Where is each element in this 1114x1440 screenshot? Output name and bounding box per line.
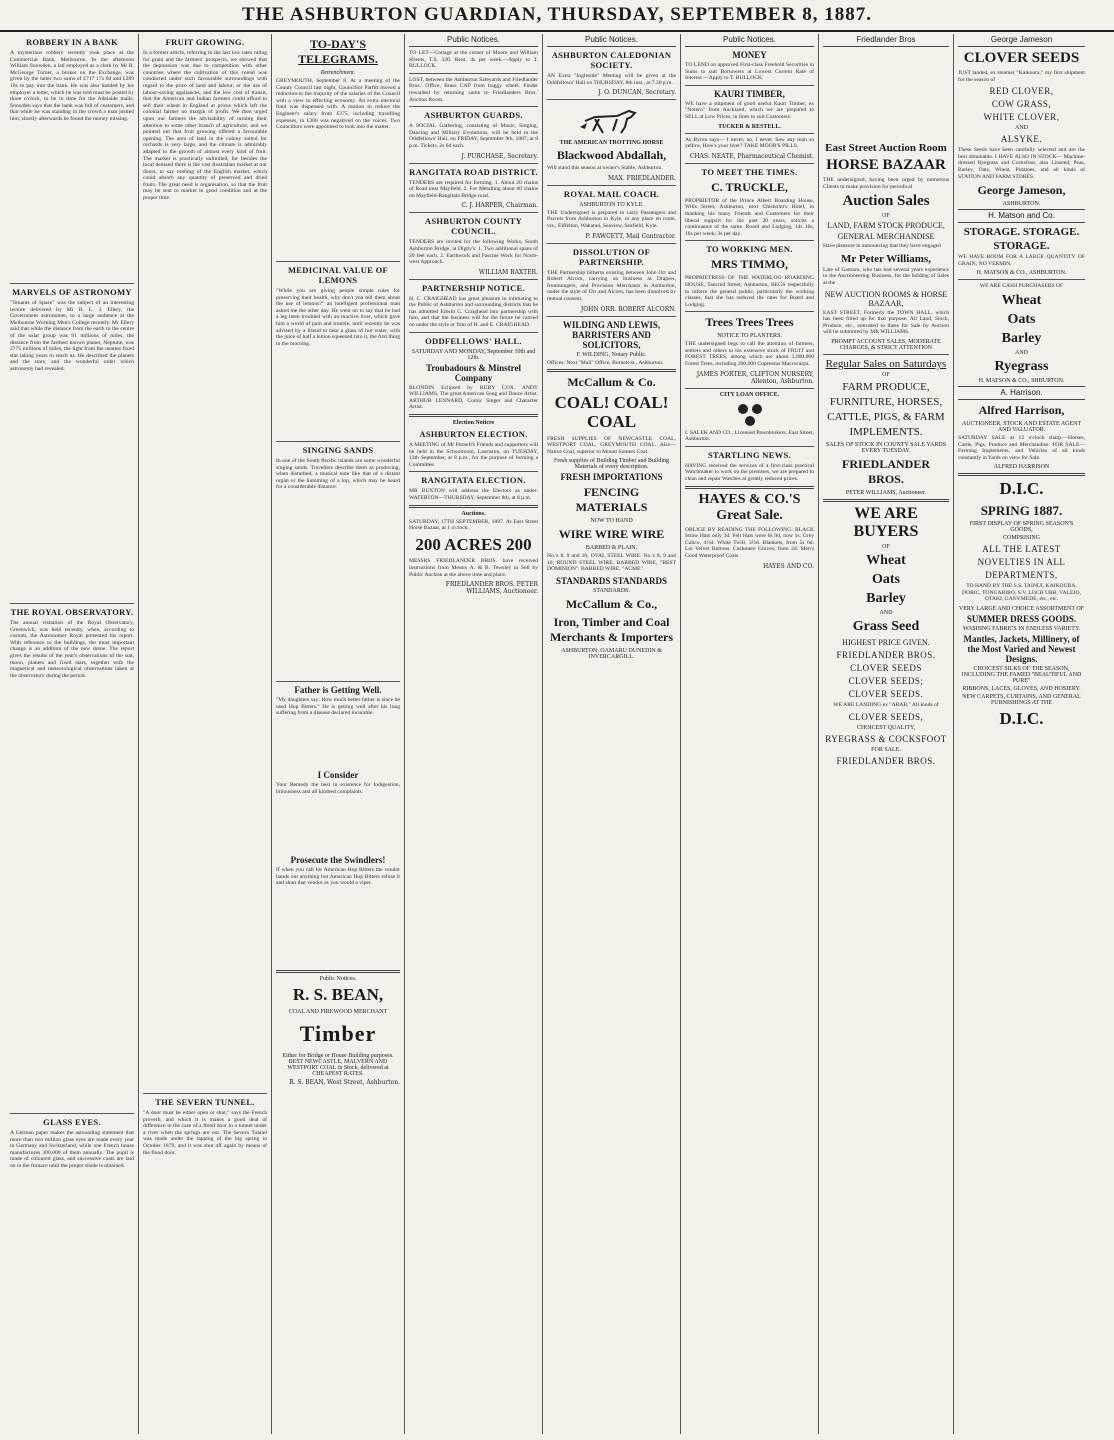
notice-signature: FRIEDLANDER BROS. PETER WILLIAMS, Auctioneer.: [445, 581, 538, 596]
notice-heading: RANGITATA ROAD DISTRICT.: [409, 166, 538, 177]
column-header: Public Notices.: [685, 34, 814, 47]
notice-body: FRESH SUPPLIES OF NEWCASTLE COAL, WESTPORT COAL, GREYMOUTH COAL. Also—Native Coal, superior to Mount Somers Coal.: [547, 435, 676, 455]
notice-body: WE have a shipment of good useful Kauri Timber, ex "Notero" from Auckland, which we are prepared to SELL at Low Prices, in lines to suit Customers.: [685, 100, 814, 120]
clover-line: CLOVER SEEDS;: [848, 675, 924, 686]
notice-heading: ASHBURTON ELECTION.: [419, 429, 528, 440]
ad-heading: Prosecute the Swindlers!: [290, 855, 386, 865]
notice-body: TO LET—Cottage at the corner of Moore and William Streets, T.S. 330. Rent, 4s per week.—Apply to T. BULLOCK.: [409, 50, 538, 70]
notice-subhead: WASHING FABRICS IN ENDLESS VARIETY.: [962, 625, 1081, 632]
notice-dates: SATURDAY AND MONDAY, September 10th and 12th.: [411, 348, 536, 361]
notice-subhead: HIGHEST PRICE GIVEN.: [842, 637, 930, 647]
notice-body: THE undersigned, having been urged by numerous Clients to make provision for periodical: [823, 177, 949, 190]
bean-trade: COAL AND FIREWOOD MERCHANT: [288, 1008, 388, 1015]
divider: [409, 212, 538, 213]
merchants-heading: Iron, Timber and Coal Merchants & Importers: [549, 615, 674, 645]
article-heading: MEDICINAL VALUE OF LEMONS: [287, 265, 389, 285]
buyers-heading: WE ARE BUYERS: [853, 504, 919, 540]
notice-subhead: FOR SALE.: [871, 746, 901, 753]
article-body: "Tenants of Space" was the subject of an interesting lecture delivered by Mr R. L. J. Ellery, the Government astronomer, to a large audience at the Melbourne Working Men's College recently. Mr Ellery said that while the distance from the earth to the centre of the solar group was 91 millions of miles, the distance from the farthest known planet, Neptune, was 2775 millions of miles, the light from the nearest fixed star taking years to reach us. He described the planets and the stars, and the wonderful order which astronomy had revealed.: [10, 300, 134, 372]
grain-item: Grass Seed: [852, 618, 920, 634]
notice-body: HAVING received the services of a first-class practical Watchmaker to work on the premises, we are prepared to clean and repair Watches at greatly reduced prices.: [685, 462, 814, 483]
notice-heading: ODDFELLOWS' HALL.: [425, 335, 522, 346]
column-header: George Jameson: [958, 34, 1085, 47]
notice-signature: PETER WILLIAMS, Auctioneer.: [845, 489, 927, 496]
notice-subhead: RIBBONS, LACES, GLOVES, AND HOSIERY.: [962, 685, 1081, 692]
trotting-horse-icon: [577, 103, 647, 137]
divider: [409, 106, 538, 107]
solicitors-heading: WILDING AND LEWIS, BARRISTERS AND SOLICITORS,: [562, 319, 661, 350]
bean-name: R. S. BEAN,: [292, 985, 384, 1004]
divider: [685, 163, 814, 164]
horse-illustration: [547, 103, 676, 137]
notice-body: PROPRIETRESS OF THE WATERLOO BOARDING HOUSE, Tancred Street, Ashburton, BEGS respectfully to inform the general public, particularly the working classes, that she has reduced the rates for Board and Lodging.: [685, 275, 814, 308]
notice-signature: H. MATSON & CO., ASHBURTON.: [976, 270, 1067, 277]
notice-subhead: BARBED & PLAIN.: [585, 545, 638, 552]
notice-signature: P. FAWCETT, Mail Contractor.: [585, 232, 676, 240]
notice-body: WE ARE LANDING ex "ARAB," All kinds of: [833, 701, 939, 708]
divider: [547, 185, 676, 186]
divider: [409, 332, 538, 333]
column-4: [405, 34, 543, 1434]
clover-seeds-heading: CLOVER SEEDS: [963, 50, 1080, 66]
column-2: [139, 34, 272, 1434]
notice-body: JUST landed, ex steamer "Kaikoura," my first shipment for the season of: [958, 70, 1085, 83]
notice-subhead: AUCTIONEER, STOCK AND ESTATE AGENT AND VALUATOR.: [961, 420, 1082, 433]
notice-subhead: NOTICE TO PLANTERS.: [717, 333, 782, 340]
connector-word: AND: [1015, 349, 1028, 356]
notice-heading: ROYAL MAIL COACH.: [563, 188, 660, 199]
notice-body: As Byron says— I never, no, I never, Saw any man so yellow, How's your liver? TAKE MOOR'S PILLS.: [685, 136, 814, 150]
article-body: "A door must be either open or shut," says the French proverb, and which it is makes a good deal of difference in the case of a flood door in a tunnel under a river when the springs are out. The Severn Tunnel was made under the tapping of the big spring in October 1879, and it was shut off again by means of the flood door.: [143, 1110, 267, 1156]
notice-subhead: GENERAL MERCHANDISE: [837, 232, 935, 242]
notice-body: H. C. CRAIGHEAD has great pleasure in intimating to the Public of Ashburton and surrounding districts that he has admitted Edwin C. Craighead into partnership with him, and that the business will for the future be carried on under the style or firm of H. and E. CRAIGHEAD.: [409, 295, 538, 329]
pawnbroker-sign: [685, 401, 814, 427]
divider: [547, 316, 676, 317]
connector-word: COMPRISING: [1002, 535, 1040, 541]
notice-subhead: CHOICEST QUALITY,: [856, 724, 916, 731]
notice-body: PROPRIETOR of the Prince Albert Boarding House, Wills Street, Ashburton, next Chisholm's Hotel, in thanking his many Friends and Customers for their liberal support for the past 20 years, solicits a continuance of the same. Board and Lodging, 14s 16s, 18s per week; 3s per day.: [685, 197, 814, 237]
notice-body: BLONDIN Eclipsed by RUBY COX. ANDY WILLIAMS, The great American Song and Dance Artist. ARTHUR LENNARD, Comic Singer and Character Artist.: [409, 384, 538, 411]
friedlander-heading: FRIEDLANDER BROS.: [841, 456, 930, 486]
notice-body: THE Partnership hitherto existing between John Orr and Robert Alcorn, carrying on business as Drapers, Ironmongers, and Provision Merchants in Ashburton, under the style of Orr and Alcorn, has been dissolved by mutual consent.: [547, 269, 676, 302]
columns: [6, 34, 1108, 1434]
notice-body: I. SALEK AND CO., Licensed Pawnbrokers, East Street, Ashburton.: [685, 429, 814, 443]
latest-heading: ALL THE LATEST: [982, 544, 1061, 554]
notice-signature: JAMES PORTER, CLIFTON NURSERY, Allenton, Ashburton.: [696, 370, 814, 385]
ad-body: "My daughters say: How much better father is since he used Hop Bitters." He is getting well after his long suffering from a disease declared incurable.: [276, 697, 400, 717]
article-body: In one of the South Pacific islands are some wonderful singing sands. Travellers describe them as producing, when disturbed, a musical note like that of a distant organ or the humming of a top, which may be heard for a considerable distance.: [276, 458, 400, 491]
notice-heading: ASHBURTON COUNTY COUNCIL.: [424, 216, 523, 237]
notice-body: THE undersigned begs to call the attention of farmers, settlers and others to his extensive stock of FRUIT and FOREST TREES, among which are about 3,000,000 Forest Trees, including 200,000 Cupressus Macrocarpa.: [685, 341, 814, 368]
telegram-body: GREYMOUTH, September 8. At a meeting of the County Council last night, Councillor Parfitt moved a reduction to the majority of the salaries of the Council with a view to effecting economy. An extra electoral fund was dispensed with. A motion to reduce the Engineer's salary from £375, including travelling expenses, to £300 was negatived on the voices. Two Councillors were appointed to look into the matter.: [276, 78, 400, 131]
seed-item: WHITE CLOVER,: [983, 112, 1060, 123]
notice-body: Have pleasure in announcing that they have engaged: [823, 243, 941, 250]
storage-heading: STORAGE.: [993, 240, 1050, 253]
article-heading: THE SEVERN TUNNEL.: [155, 1097, 255, 1107]
clover-line: CLOVER SEEDS: [850, 662, 922, 673]
article-body: In a former article, referring to the last low rates ruling for grain and the farmers' prospects, we showed that the depression was due to competition with other countries where the cultivation of this cereal was conducted under such favourable surroundings with regard to the price of land and labour, or the use of labour-saving appliances, and the low cost of transit, that the American and Indian farmers could afford to sell their wheat in England at prices which left the colonial farmer no margin of profit. We then urged upon our farmers the advisability of turning their attention to some other branch of agriculture, and we pointed out that fruit growing offered a favourable opening. The area of land in the colony suited for orchards is very large, and the climate is admirably adapted to the growth of almost every kind of fruit. The market is practically unlimited, for besides the local demand there is the vast Australian market at our doors, to say nothing of the English market, which could absorb any quantity of preserved and dried fruits. The great need is organisation, so that the fruit may be sent to market in good condition and at the proper time.: [143, 50, 267, 202]
article-heading: FRUIT GROWING.: [165, 37, 245, 47]
divider: [409, 73, 538, 74]
ad-body: If when you call for American Hop Bitters the vendor hands out anything but American Hop Bitters refuse it and shun that vendor as you would a viper.: [276, 867, 400, 887]
coal-heading: COAL! COAL! COAL: [554, 393, 669, 431]
notice-heading: TO MEET THE TIMES.: [701, 166, 798, 177]
ad-heading: Father is Getting Well.: [294, 685, 382, 695]
divider: [10, 603, 134, 604]
grain-item: Oats: [872, 571, 900, 587]
spring-heading: SPRING 1887.: [980, 503, 1063, 518]
notice-body: TO HAND BY THE S.S. TAINUI, KAIKOURA, DORIC, TONGARIRO, S.V. LOCH URR, VALEJO, OTAKI, GANYMEDE, etc., etc.: [962, 583, 1081, 603]
regular-sales-heading: Regular Sales on Saturdays: [825, 357, 947, 370]
grain-item: Barley: [1001, 330, 1042, 346]
notice-body: AN Extra "Ingleside" Meeting will be given at the Oddfellows' Hall on THURSDAY, 8th inst., at 7.30 p.m.: [547, 73, 676, 86]
connector-word: AND: [879, 609, 893, 616]
mccallum-heading: McCallum & Co.: [567, 375, 656, 390]
column-7: [819, 34, 954, 1434]
notice-signature: JOHN ORR. ROBERT ALCORN.: [580, 305, 676, 313]
article-heading: THE ROYAL OBSERVATORY.: [10, 607, 134, 617]
notice-body: Late of Gamaru, who has had several years experience in the Auctioneering Business, for the holding of Sales at the: [823, 266, 949, 286]
hayes-heading: HAYES & CO.'S Great Sale.: [698, 491, 801, 523]
departments-heading: DEPARTMENTS,: [985, 570, 1058, 580]
novelties-heading: NOVELTIES IN ALL: [977, 557, 1066, 567]
notice-body: Offices: Next "Mail" Office, Burnett-st., Ashburton.: [547, 359, 664, 366]
divider: [276, 681, 400, 682]
divider: [409, 471, 538, 472]
notice-body: TO LEND on approved First-class Freehold Securities in Sums to suit Borrowers at Lowest Current Rate of Interest.—Apply to T. BULLOCK.: [685, 62, 814, 82]
column-5: [543, 34, 681, 1434]
article-body: "While you are giving people simple rules for preserving their health, why don't you tell them about the use of lemons?" an intelligent professional man asked me the other day. He went on to say that he had a leg been troubled with an inactive liver, which gave him a world of pain and trouble, until recently he was advised by a friend to take a glass of hot water, with the juice of half a lemon squeezed into it, the first thing in the morning.: [276, 288, 400, 347]
section-label: Public Notices.: [319, 976, 357, 982]
article-body: The annual visitation of the Royal Observatory, Greenwich, was held recently, when, according to custom, the Astronomer Royal presented his report. With reference to the buildings, the most important change is an addition of the new dome. The report gives the results of the year's observations of the sun, moon, planets and fixed stars, together with the magnetical and meteorological observations taken at the observatory during the period.: [10, 620, 134, 679]
column-header: Friedlander Bros: [823, 34, 949, 47]
article-heading: GLASS EYES.: [43, 1117, 101, 1127]
notice-heading: DISSOLUTION OF PARTNERSHIP.: [572, 246, 651, 267]
notice-signature: J. PURCHASE, Secretary.: [461, 152, 538, 160]
notice-signature: C. J. HARPER, Chairman.: [461, 202, 538, 210]
notice-heading: MONEY: [732, 50, 767, 60]
notice-signature: MAX. FRIEDLANDER.: [608, 174, 676, 182]
column-6: [681, 34, 819, 1434]
notice-body: A SOCIAL Gathering, consisting of Music, Singing, Dancing and Military Evolutions, will be held in the Oddfellows' Hall, on FRIDAY, September 9th, 1887, at 8 p.m. Tickets, 2s 6d each.: [409, 123, 538, 149]
mantles-heading: Mantles, Jackets, Millinery, of the Most Varied and Newest Designs.: [963, 633, 1080, 664]
notice-signature: H. MATSON & CO., SHBURTON.: [978, 377, 1065, 384]
jameson-heading: George Jameson,: [977, 183, 1066, 198]
notice-subhead: FIRST DISPLAY OF SPRING SEASON'S GOODS,: [969, 521, 1074, 533]
notice-heading: RANGITATA ELECTION.: [421, 475, 526, 486]
notice-body: OBLIGE BY READING THE FOLLOWING: BLACK Straw Hats only 3d. Felt Hats were 6s 9d, now 1s. Grey Calico, 4½d. White Twill, 3½d. Blankets, from 5s 6d. Lot Velvet Buttons. Cashmere Gloves, from 2d. Men's Good Waterproof Coats.: [685, 526, 814, 559]
notice-subhead: VERY LARGE AND CHOICE ASSORTMENT OF: [958, 605, 1085, 612]
sales-goods: FARM PRODUCE, FURNITURE, HORSES, CATTLE, PIGS, & FARM IMPLEMENTS.: [827, 380, 945, 438]
seed-item: COW GRASS,: [991, 99, 1052, 110]
acres-heading: 200 ACRES 200: [415, 534, 532, 554]
divider: [685, 486, 814, 489]
storage-heading: STORAGE. STORAGE.: [963, 226, 1080, 239]
notice-body: TENDERS are required for forming: 1. About 20 chains of Road near Mayfield. 2. For Metalling about 60 chains on Mayfield-Rangitata Bridge road.: [409, 179, 538, 199]
divider: [958, 279, 1085, 280]
divider: [10, 283, 134, 284]
ad-heading: I Consider: [317, 770, 359, 780]
dic-heading: D.I.C.: [999, 479, 1044, 499]
harrison-heading: Alfred Harrison,: [978, 402, 1065, 417]
column-header: Public Notices.: [409, 34, 538, 47]
divider: [823, 354, 949, 355]
divider: [276, 261, 400, 262]
article-body: A German paper makes the astounding statement that more than two million glass eyes are made every year in Germany and Switzerland, while one French house manufactures 300,000 of them annually. The pupil is made of coloured glass, and successive coats are laid on in the furnace until the proper shade is obtained.: [10, 1130, 134, 1169]
notice-body: WE ARE CASH PURCHASERS OF: [979, 283, 1064, 290]
grain-item: Wheat: [866, 552, 906, 568]
notice-signature: ALFRED HARRISON: [993, 464, 1050, 471]
column-header: H. Matson and Co.: [958, 209, 1085, 223]
notice-heading: ASHBURTON GUARDS.: [424, 110, 523, 121]
notice-body: SATURDAY SALE at 12 o'clock sharp.—Horses, Cattle, Pigs, Produce and Merchandise. FOR SALE— Farming Implements, and Vehicles of all kinds constantly in Yards on view for Sale.: [958, 434, 1085, 461]
notice-body: No.'s 8, 9 and 10, OVAL STEEL WIRE. No.'s 8, 9 and 10, ROUND STEEL WIRE. BARBED WIRE, "BEST DOMINION". BARBED WIRE, "ACME".: [547, 553, 676, 573]
notice-body: SATURDAY, 17TH SEPTEMBER, 1887. At East Street Horse Bazaar, at 1 o'clock.: [409, 518, 538, 532]
divider: [409, 279, 538, 280]
connector-word: OF: [882, 213, 890, 220]
truckle-heading: C. TRUCKLE,: [711, 179, 788, 194]
notice-signature: CHAS. NEATE, Pharmaceutical Chemist.: [689, 152, 814, 160]
notice-signature: WILLIAM BAXTER.: [478, 268, 538, 276]
column-header: Public Notices.: [547, 34, 676, 47]
kauri-heading: KAURI TIMBER,: [714, 88, 785, 99]
connector-word: OF: [882, 371, 890, 378]
notice-subhead: SALES OF STOCK IN COUNTY SALE YARDS EVERY TUESDAY.: [825, 441, 947, 454]
summer-heading: SUMMER DRESS GOODS.: [966, 613, 1077, 624]
connector-word: OF: [882, 543, 890, 550]
divider: [143, 1093, 267, 1094]
section-label: Auctions.: [461, 510, 486, 517]
horse-name: Blackwood Abdallah,: [556, 148, 667, 163]
divider: [823, 499, 949, 502]
notice-heading: THE AMERICAN TROTTING HORSE: [559, 140, 664, 147]
divider: [685, 133, 814, 134]
divider: [547, 243, 676, 244]
standards-heading: STANDARDS STANDARDS: [556, 576, 667, 587]
notice-subhead: NEW AUCTION ROOMS & HORSE BAZAAR,: [824, 289, 948, 308]
notice-subhead: ASHBURTON.: [1002, 201, 1041, 208]
notice-heading: PARTNERSHIP NOTICE.: [421, 282, 525, 293]
divider: [547, 369, 676, 372]
column-1: [6, 34, 139, 1434]
troubadours-heading: Troubadours & Minstrel Company: [425, 362, 521, 383]
notice-heading: ASHBURTON CALEDONIAN SOCIETY.: [551, 50, 672, 70]
connector-word: AND: [1015, 125, 1028, 132]
notice-body: MESSRS FRIEDLANDER BROS. have received instructions from Messrs A. & B. Tewsley to Sell by Public Auction at the above time and place.: [409, 558, 538, 578]
article-heading: ROBBERY IN A BANK: [25, 37, 119, 47]
importations-heading: FRESH IMPORTATIONS: [560, 472, 663, 483]
divider: [409, 505, 538, 508]
notice-body: EAST STREET, Formerly the TOWN HALL, which has been fitted up for that purpose. All Land, Stock, Produce, etc., entrusted to these for Sale by Auction will be submitted by MR WILLIAMS.: [823, 309, 949, 336]
notice-body: TENDERS are invited for the following Works, South Ashburton Bridge, at Digby's: 1. Two additional spans of 20 feet each. 2. Earthwork and Fascine Work for North-west Approach.: [409, 239, 538, 266]
notice-signature: TUCKER & RESTELL.: [718, 123, 781, 130]
article-body: A mysterious robbery recently took place at the Commercial Bank, Melbourne. In the afternoon William Snowden, a lad employed as a clerk by Mr R. McGeorge Turner, a broker on the Exchange, was given by the latter two sums of £717 17s 6d and £289 10s to pay into the bank. He was also handed by his employer a letter, which he was told must be posted by three o'clock, to be in time for the Adelaide mails. Snowden says that the bank was full of customers, and that while he was standing in the crowd a man jostled him; shortly afterwards he found the money missing.: [10, 50, 134, 122]
bean-signature: R. S. BEAN, West Street, Ashburton.: [289, 1078, 400, 1086]
fencing-heading: FENCING MATERIALS: [575, 485, 648, 515]
auction-sales-heading: Auction Sales: [842, 193, 930, 210]
timber-heading: Timber: [299, 1020, 377, 1046]
article-heading: SINGING SANDS: [302, 445, 374, 455]
notice-body: LOST, between the Ashburton Saleyards and Friedlander Bros.' Office, Brass CAP from buggy wheel. Finder rewarded by returning same to Friedlanders Bros.' Auction Room.: [409, 76, 538, 103]
notice-body: These Seeds have been carefully selected and are the best obtainable. I HAVE ALSO IN STOCK— Machine-dressed Ryegrass and Cocksfoot, also Linseed, Peas, Barley, Oats, Wheat, Potatoes, and all kinds of STATION AND FARM STORES.: [958, 147, 1085, 180]
grain-item: Ryegrass: [994, 358, 1049, 374]
three-balls-icon: [735, 401, 765, 427]
notice-body: A MEETING of Mr Purnell's Friends and supporters will be held in the Schoolroom, Lauriston, on TUESDAY, 13th September, at 8 p.m., for the purpose of forming a Committee.: [409, 442, 538, 468]
mccallum-heading: McCallum & Co.,: [565, 597, 658, 612]
branch-list: ASHBURTON, OAMARU DUNEDIN & INVERCARGILL.: [561, 648, 662, 661]
notice-heading: STARTLING NEWS.: [708, 449, 791, 460]
divider: [685, 311, 814, 312]
wire-heading: WIRE WIRE WIRE: [558, 527, 665, 542]
ryegrass-heading: RYEGRASS & COCKSFOOT: [825, 733, 947, 744]
divider: [685, 388, 814, 389]
seed-item: ALSYKE.: [1000, 134, 1043, 145]
notice-signature: J. O. DUNCAN, Secretary.: [598, 89, 676, 97]
divider: [685, 240, 814, 241]
dic-footer-heading: D.I.C.: [999, 708, 1044, 728]
grain-item: Barley: [866, 590, 906, 606]
divider: [409, 163, 538, 164]
column-8: [954, 34, 1089, 1434]
notice-body: Fresh supplies of Building Timber and Building Materials of every description.: [553, 458, 669, 471]
notice-subhead: NOW TO HAND: [590, 518, 633, 525]
clover-line: CLOVER SEEDS.: [848, 688, 924, 699]
divider: [958, 473, 1085, 476]
notice-body: MR BUXTON will address the Electors as under: WATERTON—THURSDAY, September 8th, at 8 p.m.: [409, 488, 538, 501]
trees-heading: Trees Trees Trees: [705, 315, 794, 330]
notice-subhead: CHOICEST SILKS OF THE SEASON, INCLUDING THE FAMED "BEAUTIFUL AND PURE": [961, 665, 1082, 684]
divider: [409, 414, 538, 417]
masthead: THE ASHBURTON GUARDIAN, THURSDAY, SEPTEMBER 8, 1887.: [0, 0, 1114, 32]
seed-item: RED CLOVER,: [989, 86, 1054, 97]
notice-heading: TO WORKING MEN.: [706, 244, 793, 255]
notice-subhead: NEW CARPETS, CURTAINS, AND GENERAL FURNISHINGS AT THE: [962, 693, 1081, 706]
friedlander-heading: FRIEDLANDER BROS.: [836, 649, 936, 660]
horse-bazaar-heading: HORSE BAZAAR: [826, 157, 946, 173]
timmo-heading: MRS TIMMO,: [710, 257, 789, 272]
notice-subhead: STANDARDS.: [592, 588, 631, 595]
divider: [10, 1113, 134, 1114]
notice-heading: CITY LOAN OFFICE.: [719, 391, 780, 398]
clover-heading: CLOVER SEEDS,: [848, 711, 924, 722]
section-label: Election Notices: [452, 420, 495, 427]
spacer: [823, 50, 949, 140]
divider: [547, 99, 676, 100]
divider: [685, 446, 814, 447]
friedlander-heading: FRIEDLANDER BROS.: [836, 755, 936, 766]
timber-detail: Either for Bridge or House Building purposes. BEST NEWCASTLE, MALVERN AND WESTPORT COAL in Stock, delivered at CHEAPEST RATES.: [282, 1052, 394, 1077]
notice-body: WE HAVE ROOM FOR A LARGE QUANTITY OF GRAIN; NO VERMIN.: [958, 254, 1085, 267]
grain-item: Wheat: [1001, 292, 1042, 308]
auction-room-heading: East Street Auction Room: [825, 142, 947, 154]
column-header: A. Harrison.: [958, 386, 1085, 400]
notice-subhead: ASHBURTON TO KYLE.: [579, 201, 644, 208]
article-heading: MARVELS OF ASTRONOMY: [12, 287, 132, 297]
ad-body: Your Remedy the best in existence for Indigestion, biliousness and all kindred complaints.: [276, 782, 400, 795]
notice-subhead: PROMPT ACCOUNT SALES, MODERATE CHARGES, & STRICT ATTENTION: [831, 338, 941, 351]
notice-signature: HAYES AND CO.: [762, 562, 814, 570]
divider: [276, 441, 400, 442]
divider: [685, 85, 814, 86]
grain-item: Oats: [1007, 311, 1036, 327]
notice-body: THE Undersigned is prepared to carry Passengers and Parcels from Ashburton to Kyle, or any place en route, viz., Eiffelton, Wakanui, Seaview, Seafield, Kyle.: [547, 209, 676, 229]
notice-body: Will stand this season at owner's Stable, Ashburton.: [547, 165, 663, 172]
telegrams-heading: TO-DAY'S TELEGRAMS.: [298, 37, 378, 66]
williams-heading: Mr Peter Williams,: [841, 252, 931, 265]
notice-signature: F. WILDING, Notary Public.: [576, 351, 647, 358]
column-3: [272, 34, 405, 1434]
divider: [276, 970, 400, 973]
telegram-subhead: Retrenchment.: [320, 70, 356, 76]
notice-subhead: LAND, FARM STOCK PRODUCE,: [827, 221, 945, 231]
